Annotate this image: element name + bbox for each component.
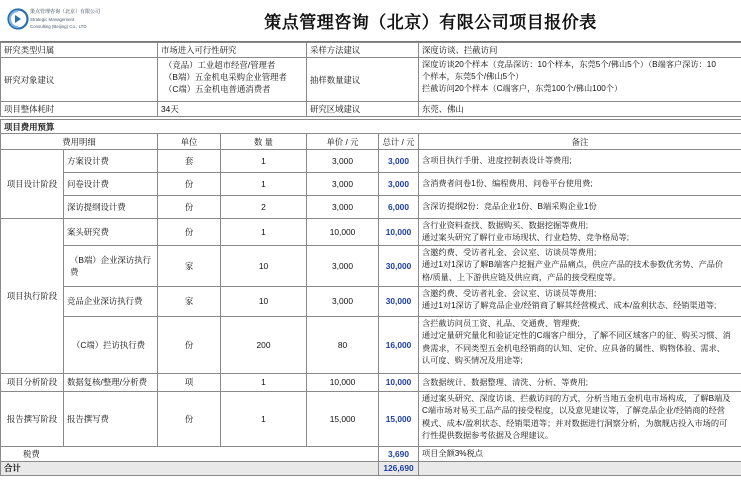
info-row bbox=[1, 43, 741, 58]
item-note bbox=[419, 286, 741, 316]
logo-name-en-2: Consulting (Beijing) Co., LTD bbox=[30, 24, 87, 29]
info-value: 东莞、佛山 bbox=[419, 102, 741, 117]
note-line: 含邀约费、受访者礼金、会议室、访谈员等费用; bbox=[422, 288, 597, 298]
info-label: 研究区域建议 bbox=[307, 102, 419, 117]
item-name: 报告撰写费 bbox=[64, 391, 158, 446]
item-price: 3,000 bbox=[307, 245, 379, 286]
grand-total-note bbox=[419, 461, 741, 475]
tax-row bbox=[1, 446, 741, 461]
phase-cell: 项目分析阶段 bbox=[1, 373, 64, 391]
item-qty: 1 bbox=[221, 373, 307, 391]
info-value bbox=[419, 58, 741, 102]
tax-label: 税费 bbox=[1, 446, 379, 461]
note-line: 费需求，不同类型五金机电经销商的认知、定价、应具备的属性、购物体验、需求、 bbox=[422, 343, 725, 353]
item-note bbox=[419, 219, 741, 246]
item-price: 3,000 bbox=[307, 286, 379, 316]
logo-text bbox=[30, 9, 110, 30]
note-line: 通过定量研究量化和验证定性的C端客户细分，了解不同区域客户的征、购买习惯、消 bbox=[422, 331, 731, 341]
target-line: （B端）五金机电采购企业管理者 bbox=[164, 72, 287, 82]
table-row bbox=[1, 391, 741, 446]
logo-name-en-1: Strategic Management bbox=[30, 17, 75, 22]
item-price: 80 bbox=[307, 316, 379, 373]
item-name: （C端）拦访执行费 bbox=[64, 316, 158, 373]
item-name: 竞品企业深访执行费 bbox=[64, 286, 158, 316]
note-line: 通过1对1深访了解竞品企业/经销商了解其经营模式、成本/盈利状态、经销渠道等; bbox=[422, 301, 717, 311]
logo-name-cn: 策点管理咨询（北京）有限公司 bbox=[30, 9, 101, 15]
item-name: 数据复核/整理/分析费 bbox=[64, 373, 158, 391]
item-name: 问卷设计费 bbox=[64, 173, 158, 196]
item-note: 含消费者问卷1份、编程费用、问卷平台使用费; bbox=[419, 173, 741, 196]
item-unit: 份 bbox=[158, 219, 221, 246]
info-value: 市场进入可行性研究 bbox=[158, 43, 307, 58]
note-line: 通过案头研究了解行业市场现状、行业趋势、竞争格局等; bbox=[422, 233, 629, 243]
sample-line: 个样本，东莞5个/佛山5个） bbox=[422, 72, 524, 81]
item-qty: 10 bbox=[221, 286, 307, 316]
table-row bbox=[1, 373, 741, 391]
info-label: 研究对象建议 bbox=[1, 58, 158, 102]
item-note bbox=[419, 245, 741, 286]
col-header-total: 总计 / 元 bbox=[379, 134, 419, 150]
item-unit: 家 bbox=[158, 286, 221, 316]
item-qty: 1 bbox=[221, 150, 307, 173]
item-total: 30,000 bbox=[379, 286, 419, 316]
item-qty: 200 bbox=[221, 316, 307, 373]
table-row bbox=[1, 196, 741, 219]
item-name: 案头研究费 bbox=[64, 219, 158, 246]
item-name: （B端）企业深访执行费 bbox=[64, 245, 158, 286]
company-logo bbox=[7, 8, 102, 34]
item-total: 6,000 bbox=[379, 196, 419, 219]
item-note: 含数据统计、数据整理、清洗、分析、等费用; bbox=[419, 373, 741, 391]
item-qty: 2 bbox=[221, 196, 307, 219]
target-line: （C端）五金机电普通消费者 bbox=[164, 84, 271, 94]
item-name: 深访提纲设计费 bbox=[64, 196, 158, 219]
col-header-qty: 数 量 bbox=[221, 134, 307, 150]
info-value bbox=[158, 58, 307, 102]
table-row bbox=[1, 173, 741, 196]
col-header-detail: 费用明细 bbox=[1, 134, 158, 150]
table-row bbox=[1, 245, 741, 286]
note-line: 含邀约费、受访者礼金、会议室、访谈员等费用; bbox=[422, 247, 597, 257]
item-note bbox=[419, 316, 741, 373]
table-row bbox=[1, 150, 741, 173]
item-total: 10,000 bbox=[379, 373, 419, 391]
note-line: 含行业资料查找、数据购买、数据挖掘等费用; bbox=[422, 221, 589, 230]
phase-cell: 项目设计阶段 bbox=[1, 150, 64, 219]
item-total: 3,000 bbox=[379, 173, 419, 196]
note-line: 含拦截访问员工资、礼品、交通费、管理费; bbox=[422, 318, 580, 328]
sample-line: 深度访谈20个样本（竞品深访：10个样本，东莞5个/佛山5个）（B端客户深访：10 bbox=[422, 60, 716, 69]
item-unit: 份 bbox=[158, 391, 221, 446]
sheet-header bbox=[0, 0, 741, 42]
info-label: 项目整体耗时 bbox=[1, 102, 158, 117]
tax-total: 3,690 bbox=[379, 446, 419, 461]
note-line: 认可度、购买情况及用途等; bbox=[422, 356, 523, 366]
info-value: 34天 bbox=[158, 102, 307, 117]
item-unit: 家 bbox=[158, 245, 221, 286]
note-line: 格/质量、上下游供应链及供应商，产品的接受程度等。 bbox=[422, 272, 621, 282]
item-note: 含深访提纲2份：竞品企业1份、B端采购企业1份 bbox=[419, 196, 741, 219]
item-note: 含项目执行手册、进度控制表设计等费用; bbox=[419, 150, 741, 173]
grand-total-row bbox=[1, 461, 741, 475]
project-info-table bbox=[0, 42, 741, 117]
table-row bbox=[1, 316, 741, 373]
item-unit: 份 bbox=[158, 196, 221, 219]
note-line: C端市场对易买工品产品的接受程度，以及意见建议等，了解竞品企业/经销商的经营 bbox=[422, 406, 725, 416]
col-header-price: 单价 / 元 bbox=[307, 134, 379, 150]
logo-icon bbox=[7, 8, 29, 30]
item-unit: 份 bbox=[158, 316, 221, 373]
note-line: 通过1对1深访了解B端客户挖掘产业产品痛点，供应产品的技术参数优劣势、产品价 bbox=[422, 260, 724, 270]
item-price: 3,000 bbox=[307, 196, 379, 219]
item-price: 10,000 bbox=[307, 373, 379, 391]
table-header-row bbox=[1, 134, 741, 150]
note-line: 模式、成本/盈利状态、经销渠道等；并对数据进行洞察分析，为旗舰店投入市场的可 bbox=[422, 418, 728, 428]
item-total: 3,000 bbox=[379, 150, 419, 173]
item-qty: 1 bbox=[221, 391, 307, 446]
item-total: 30,000 bbox=[379, 245, 419, 286]
sample-line: 拦截访问20个样本（C端客户，东莞100个/佛山100个） bbox=[422, 84, 623, 93]
note-line: 行性提供数据参考依据及合理建议。 bbox=[422, 431, 554, 441]
section-row bbox=[1, 120, 741, 134]
note-line: 通过案头研究、深度访谈、拦截访问的方式，分析当地五金机电市场构成，了解B端及 bbox=[422, 393, 731, 403]
item-qty: 10 bbox=[221, 245, 307, 286]
phase-cell: 项目执行阶段 bbox=[1, 219, 64, 374]
phase-cell: 报告撰写阶段 bbox=[1, 391, 64, 446]
item-price: 3,000 bbox=[307, 150, 379, 173]
item-total: 10,000 bbox=[379, 219, 419, 246]
info-row bbox=[1, 58, 741, 102]
item-total: 15,000 bbox=[379, 391, 419, 446]
item-total: 16,000 bbox=[379, 316, 419, 373]
page-title: 策点管理咨询（北京）有限公司项目报价表 bbox=[264, 13, 597, 32]
item-note bbox=[419, 391, 741, 446]
info-row bbox=[1, 102, 741, 117]
item-unit: 项 bbox=[158, 373, 221, 391]
info-label: 抽样数量建议 bbox=[307, 58, 419, 102]
item-price: 15,000 bbox=[307, 391, 379, 446]
info-value: 深度访谈、拦截访问 bbox=[419, 43, 741, 58]
col-header-unit: 单位 bbox=[158, 134, 221, 150]
item-qty: 1 bbox=[221, 173, 307, 196]
item-qty: 1 bbox=[221, 219, 307, 246]
item-name: 方案设计费 bbox=[64, 150, 158, 173]
item-unit: 套 bbox=[158, 150, 221, 173]
col-header-note: 备注 bbox=[419, 134, 741, 150]
table-row bbox=[1, 286, 741, 316]
tax-note: 项目全额3%税点 bbox=[419, 446, 741, 461]
item-price: 3,000 bbox=[307, 173, 379, 196]
item-price: 10,000 bbox=[307, 219, 379, 246]
section-title: 项目费用预算 bbox=[1, 120, 741, 134]
table-row bbox=[1, 219, 741, 246]
info-label: 研究类型归属 bbox=[1, 43, 158, 58]
cost-table bbox=[0, 119, 741, 476]
info-label: 采样方法建议 bbox=[307, 43, 419, 58]
target-line: （竞品）工业超市经营/管理者 bbox=[164, 60, 276, 70]
item-unit: 份 bbox=[158, 173, 221, 196]
grand-total-value: 126,690 bbox=[379, 461, 419, 475]
grand-total-label: 合计 bbox=[1, 461, 379, 475]
